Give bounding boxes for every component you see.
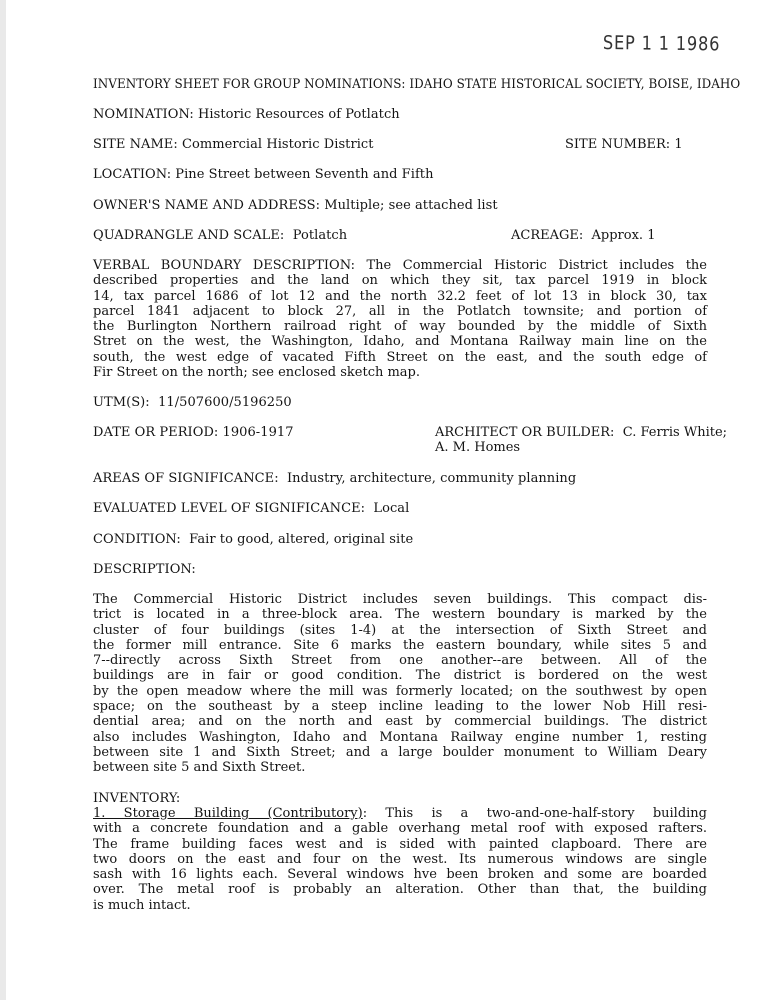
boundary-line: 14, tax parcel 1686 of lot 12 and the north 32.2 feet of lot 13 in block 30, tax [93,288,707,304]
boundary-line: the Burlington Northern railroad right of way bounded by the middle of Sixth [93,319,707,335]
inventory-line: sash with 16 lights each. Several windows hve been broken and some are boarded [93,867,707,883]
description-line: dential area; and on the north and east by commercial buildings. The district [93,714,707,730]
description-line: between site 5 and Sixth Street. [93,760,306,776]
description-line: buildings are in fair or good condition. The district is bordered on the west [93,668,707,684]
description-line: by the open meadow where the mill was formerly located; on the southwest by open [93,683,707,699]
description-line: the former mill entrance. Site 6 marks the eastern boundary, while sites 5 and [93,637,707,653]
boundary-line: parcel 1841 adjacent to block 27, all in the Potlatch townsite; and portion of [93,303,707,319]
description-line: between site 1 and Sixth Street; and a large boulder monument to William Deary [93,744,707,760]
architect-line-2: A. M. Homes [435,440,521,455]
description-paragraph [93,592,707,776]
description-line: 7--directly across Sixth Street from one another--are between. All of the [93,653,707,669]
description-line: trict is located in a three-block area. The western boundary is marked by the [93,607,707,623]
boundary-line: Stret on the west, the Washington, Idaho, and Montana Railway main line on the [93,334,707,350]
site-name-line: SITE NAME: Commercial Historic District [93,137,374,152]
condition-line: CONDITION: Fair to good, altered, original site [93,532,414,547]
date-period-line: DATE OR PERIOD: 1906-1917 [93,425,294,440]
boundary-description [93,258,707,380]
inventory-item-first-line [93,806,707,821]
date-received-stamp: SEP 1 1 1986 [602,32,721,56]
utm-line: UTM(S): 11/507600/5196250 [93,395,292,410]
sheet-header: INVENTORY SHEET FOR GROUP NOMINATIONS: IDAHO STATE HISTORICAL SOCIETY, BOISE, IDAHO [93,77,741,92]
inventory-line: The frame building faces west and is sided with painted clapboard. There are [93,836,707,852]
evaluated-level: EVALUATED LEVEL OF SIGNIFICANCE: Local [93,501,410,516]
inventory-line: is much intact. [93,897,191,913]
owner-line: OWNER'S NAME AND ADDRESS: Multiple; see attached list [93,198,498,213]
boundary-line: Fir Street on the north; see enclosed sketch map. [93,365,421,381]
description-line: also includes Washington, Idaho and Montana Railway engine number 1, resting [93,729,707,745]
inventory-line: over. The metal roof is probably an alteration. Other than that, the building [93,882,707,898]
inventory-line: two doors on the east and four on the west. Its numerous windows are single [93,851,707,867]
boundary-line: VERBAL BOUNDARY DESCRIPTION: The Commercial Historic District includes the [93,258,707,273]
site-number: SITE NUMBER: 1 [565,137,683,152]
description-label: DESCRIPTION: [93,562,196,577]
nomination-line: NOMINATION: Historic Resources of Potlatch [93,107,400,122]
acreage: ACREAGE: Approx. 1 [511,228,656,243]
scan-edge [0,0,6,1000]
description-line: cluster of four buildings (sites 1-4) at the intersection of Sixth Street and [93,622,707,638]
architect-line: ARCHITECT OR BUILDER: C. Ferris White; [435,425,728,440]
quadrangle-line: QUADRANGLE AND SCALE: Potlatch [93,228,348,243]
inventory-item-title: 1. Storage Building (Contributory) [93,806,363,821]
inventory-line: with a concrete foundation and a gable overhang metal roof with exposed rafters. [93,821,707,837]
boundary-line: south, the west edge of vacated Fifth Street on the east, and the south edge of [93,349,707,365]
inventory-item-intro: : This is a two-and-one-half-story building [362,806,707,821]
inventory-item-1 [93,806,707,913]
areas-of-significance: AREAS OF SIGNIFICANCE: Industry, architecture, community planning [93,471,577,486]
location-line: LOCATION: Pine Street between Seventh and Fifth [93,167,434,182]
inventory-label: INVENTORY: [93,791,181,806]
boundary-line: described properties and the land on which they sit, tax parcel 1919 in block [93,273,707,289]
description-line: space; on the southeast by a steep incline leading to the lower Nob Hill resi- [93,699,707,715]
description-line: The Commercial Historic District includes seven buildings. This compact dis- [93,592,707,607]
